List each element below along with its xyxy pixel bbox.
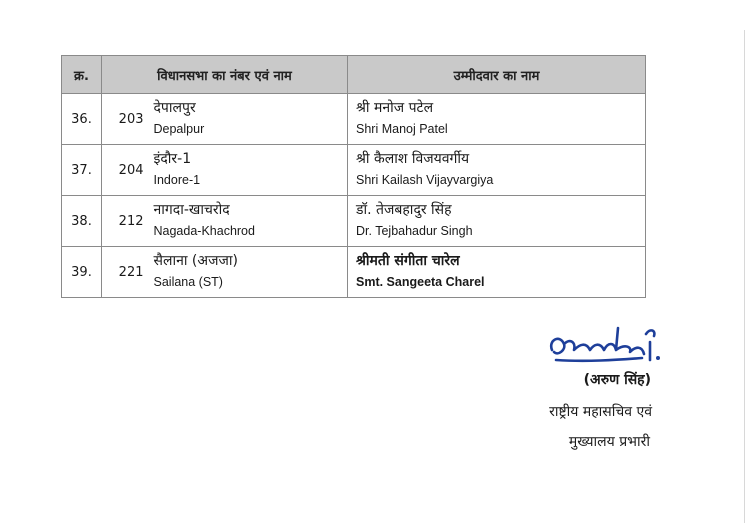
candidate-name-hindi: श्री कैलाश विजयवर्गीय [356,151,470,167]
signer-designation-line2: मुख्यालय प्रभारी [568,434,650,450]
signer-designation-line1: राष्ट्रीय महासचिव एवं [549,404,652,420]
candidate-name-hindi: श्रीमती संगीता चारेल [356,253,460,269]
candidate-name-english: Shri Manoj Patel [356,122,448,136]
handwritten-signature [546,320,666,370]
constituency-name-hindi: इंदौर-1 [153,151,192,167]
constituency-name-hindi: देपालपुर [153,100,196,116]
candidate-name [348,196,646,247]
page-edge-line [744,30,745,523]
candidate-name [348,145,646,196]
signature-dot [656,356,660,360]
table-row [62,145,646,196]
constituency-name-english: Nagada-Khachrod [153,224,255,238]
candidate-name-english: Dr. Tejbahadur Singh [356,224,473,238]
table-row [62,94,646,145]
candidate-name [348,247,646,298]
serial-number: 36. [62,94,102,145]
constituency-number: 204 [102,145,150,196]
constituency-name [150,247,348,298]
constituency-number: 203 [102,94,150,145]
header-serial: क्र. [62,56,102,94]
constituency-number: 221 [102,247,150,298]
table-row [62,196,646,247]
constituency-name-hindi: नागदा-खाचरोद [153,202,230,218]
signature-stroke [551,328,654,361]
constituency-name [150,196,348,247]
table-row [62,247,646,298]
table-header-row [62,56,646,94]
constituency-name-english: Depalpur [153,122,205,136]
constituency-name [150,94,348,145]
candidate-name-english: Shri Kailash Vijayvargiya [356,173,494,187]
constituency-name-hindi: सैलाना (अजजा) [153,253,238,269]
candidate-name-hindi: श्री मनोज पटेल [356,100,434,116]
serial-number: 37. [62,145,102,196]
candidate-name-hindi: डॉ. तेजबहादुर सिंह [356,202,452,218]
constituency-name-english: Sailana (ST) [153,275,223,289]
candidate-name [348,94,646,145]
constituency-name-english: Indore-1 [153,173,201,187]
constituency-number: 212 [102,196,150,247]
candidate-name-english: Smt. Sangeeta Charel [356,275,485,289]
serial-number: 39. [62,247,102,298]
serial-number: 38. [62,196,102,247]
header-candidate: उम्मीदवार का नाम [348,56,646,94]
signer-name: (अरुण सिंह) [583,372,651,388]
header-constituency: विधानसभा का नंबर एवं नाम [102,56,348,94]
candidate-list-table [61,55,646,298]
constituency-name [150,145,348,196]
